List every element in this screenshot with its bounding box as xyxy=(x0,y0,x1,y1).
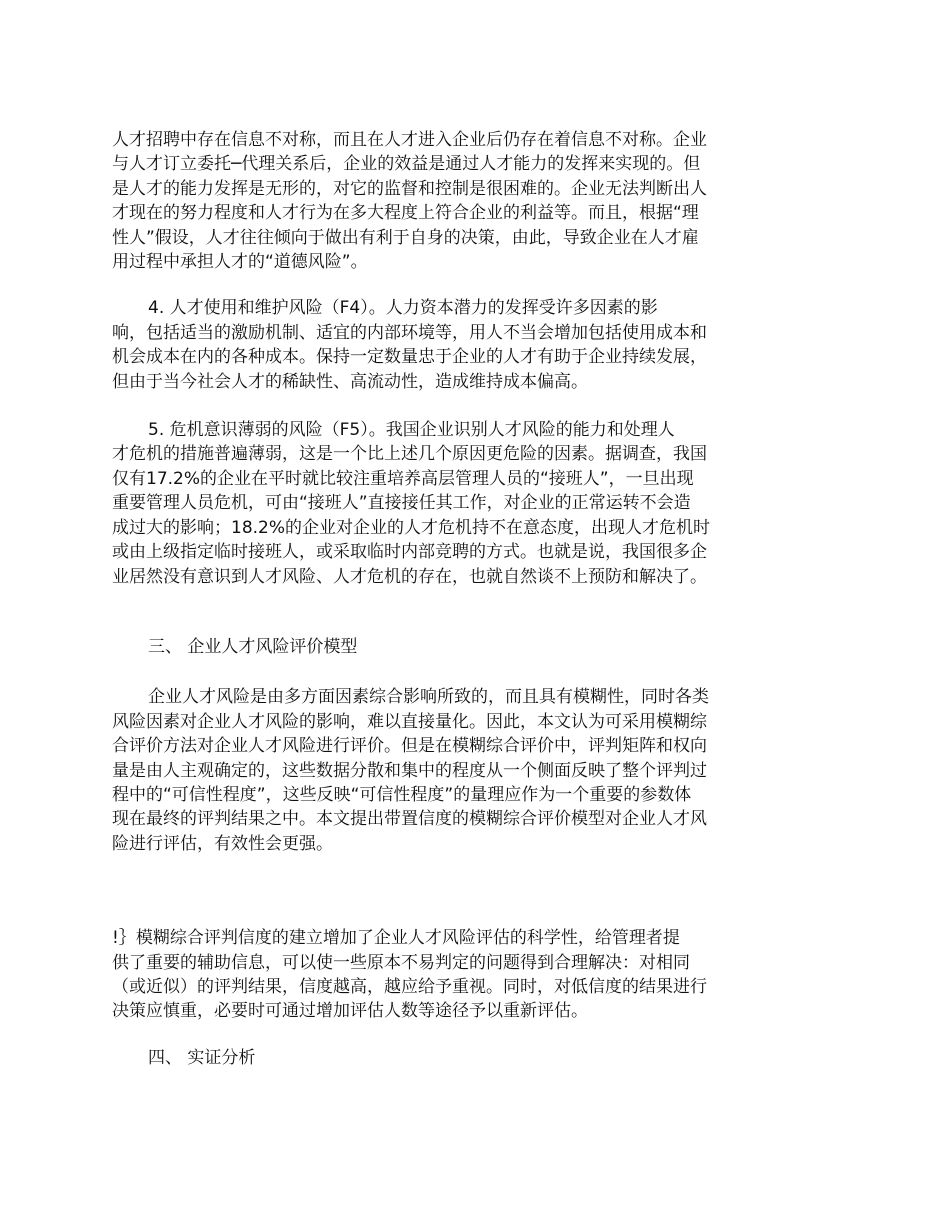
paragraph-evaluation-model xyxy=(112,685,772,856)
text-line: 风险因素对企业人才风险的影响，难以直接量化。因此，本文认为可采用模糊综 xyxy=(112,711,707,732)
section-heading-3: 三、 企业人才风险评价模型 xyxy=(148,636,358,657)
text-line: 响，包括适当的激励机制、适宜的内部环境等，用人不当会增加包括使用成本和 xyxy=(112,322,707,343)
text-line: 合评价方法对企业人才风险进行评价。但是在模糊综合评价中，评判矩阵和权向 xyxy=(112,736,707,757)
text-line: 才危机的措施普遍薄弱，这是一个比上述几个原因更危险的因素。据调查，我国 xyxy=(112,444,707,465)
text-line: 企业人才风险是由多方面因素综合影响所致的，而且具有模糊性，同时各类 xyxy=(148,687,709,708)
text-line: !｝模糊综合评判信度的建立增加了企业人才风险评估的科学性，给管理者提 xyxy=(112,928,680,949)
text-line: 用过程中承担人才的“道德风险”。 xyxy=(112,252,368,273)
text-line: 决策应慎重，必要时可通过增加评估人数等途径予以重新评估。 xyxy=(112,1001,588,1022)
text-line: 供了重要的辅助信息，可以使一些原本不易判定的问题得到合理解决：对相同 xyxy=(112,952,690,973)
text-line: 性人”假设，人才往往倾向于做出有利于自身的决策，由此，导致企业在人才雇 xyxy=(112,227,699,248)
text-line: 现在最终的评判结果之中。本文提出带置信度的模糊综合评价模型对企业人才风 xyxy=(112,809,707,830)
text-line: 仅有17.2%的企业在平时就比较注重培养高层管理人员的“接班人”，一旦出现 xyxy=(112,468,694,489)
text-line: 量是由人主观确定的，这些数据分散和集中的程度从一个侧面反映了整个评判过 xyxy=(112,760,707,781)
text-line: 是人才的能力发挥是无形的，对它的监督和控制是很困难的。企业无法判断出人 xyxy=(112,178,707,199)
text-line: 程中的“可信性程度”，这些反映“可信性程度”的量理应作为一个重要的参数体 xyxy=(112,784,692,805)
text-line: 险进行评估，有效性会更强。 xyxy=(112,833,333,854)
text-line: 但由于当今社会人才的稀缺性、高流动性，造成维持成本偏高。 xyxy=(112,371,588,392)
text-line: 重要管理人员危机，可由“接班人”直接接任其工作，对企业的正常运转不会造 xyxy=(112,493,691,514)
section-heading-4: 四、 实证分析 xyxy=(148,1047,256,1068)
paragraph-crisis-awareness-risk xyxy=(112,418,772,589)
text-line: 业居然没有意识到人才风险、人才危机的存在，也就自然谈不上预防和解决了。 xyxy=(112,566,707,587)
paragraph-usage-maintenance-risk xyxy=(112,296,772,394)
text-line: 5. 危机意识薄弱的风险（F5）。我国企业识别人才风险的能力和处理人 xyxy=(148,420,675,441)
document-page xyxy=(112,128,772,1070)
text-line: 或由上级指定临时接班人，或采取临时内部竞聘的方式。也就是说，我国很多企 xyxy=(112,542,707,563)
text-line: 才现在的努力程度和人才行为在多大程度上符合企业的利益等。而且，根据“理 xyxy=(112,203,699,224)
paragraph-reliability-note xyxy=(112,926,772,1024)
text-line: 机会成本在内的各种成本。保持一定数量忠于企业的人才有助于企业持续发展， xyxy=(112,347,707,368)
text-line: （或近似）的评判结果，信度越高，越应给予重视。同时，对低信度的结果进行 xyxy=(112,976,707,997)
text-line: 4. 人才使用和维护风险（F4）。人力资本潜力的发挥受许多因素的影 xyxy=(148,298,658,319)
paragraph-information-asymmetry xyxy=(112,128,772,274)
text-line: 成过大的影响；18.2%的企业对企业的人才危机持不在意态度，出现人才危机时 xyxy=(112,517,711,538)
text-line: 与人才订立委托─代理关系后，企业的效益是通过人才能力的发挥来实现的。但 xyxy=(112,154,701,175)
text-line: 人才招聘中存在信息不对称，而且在人才进入企业后仍存在着信息不对称。企业 xyxy=(112,130,707,150)
